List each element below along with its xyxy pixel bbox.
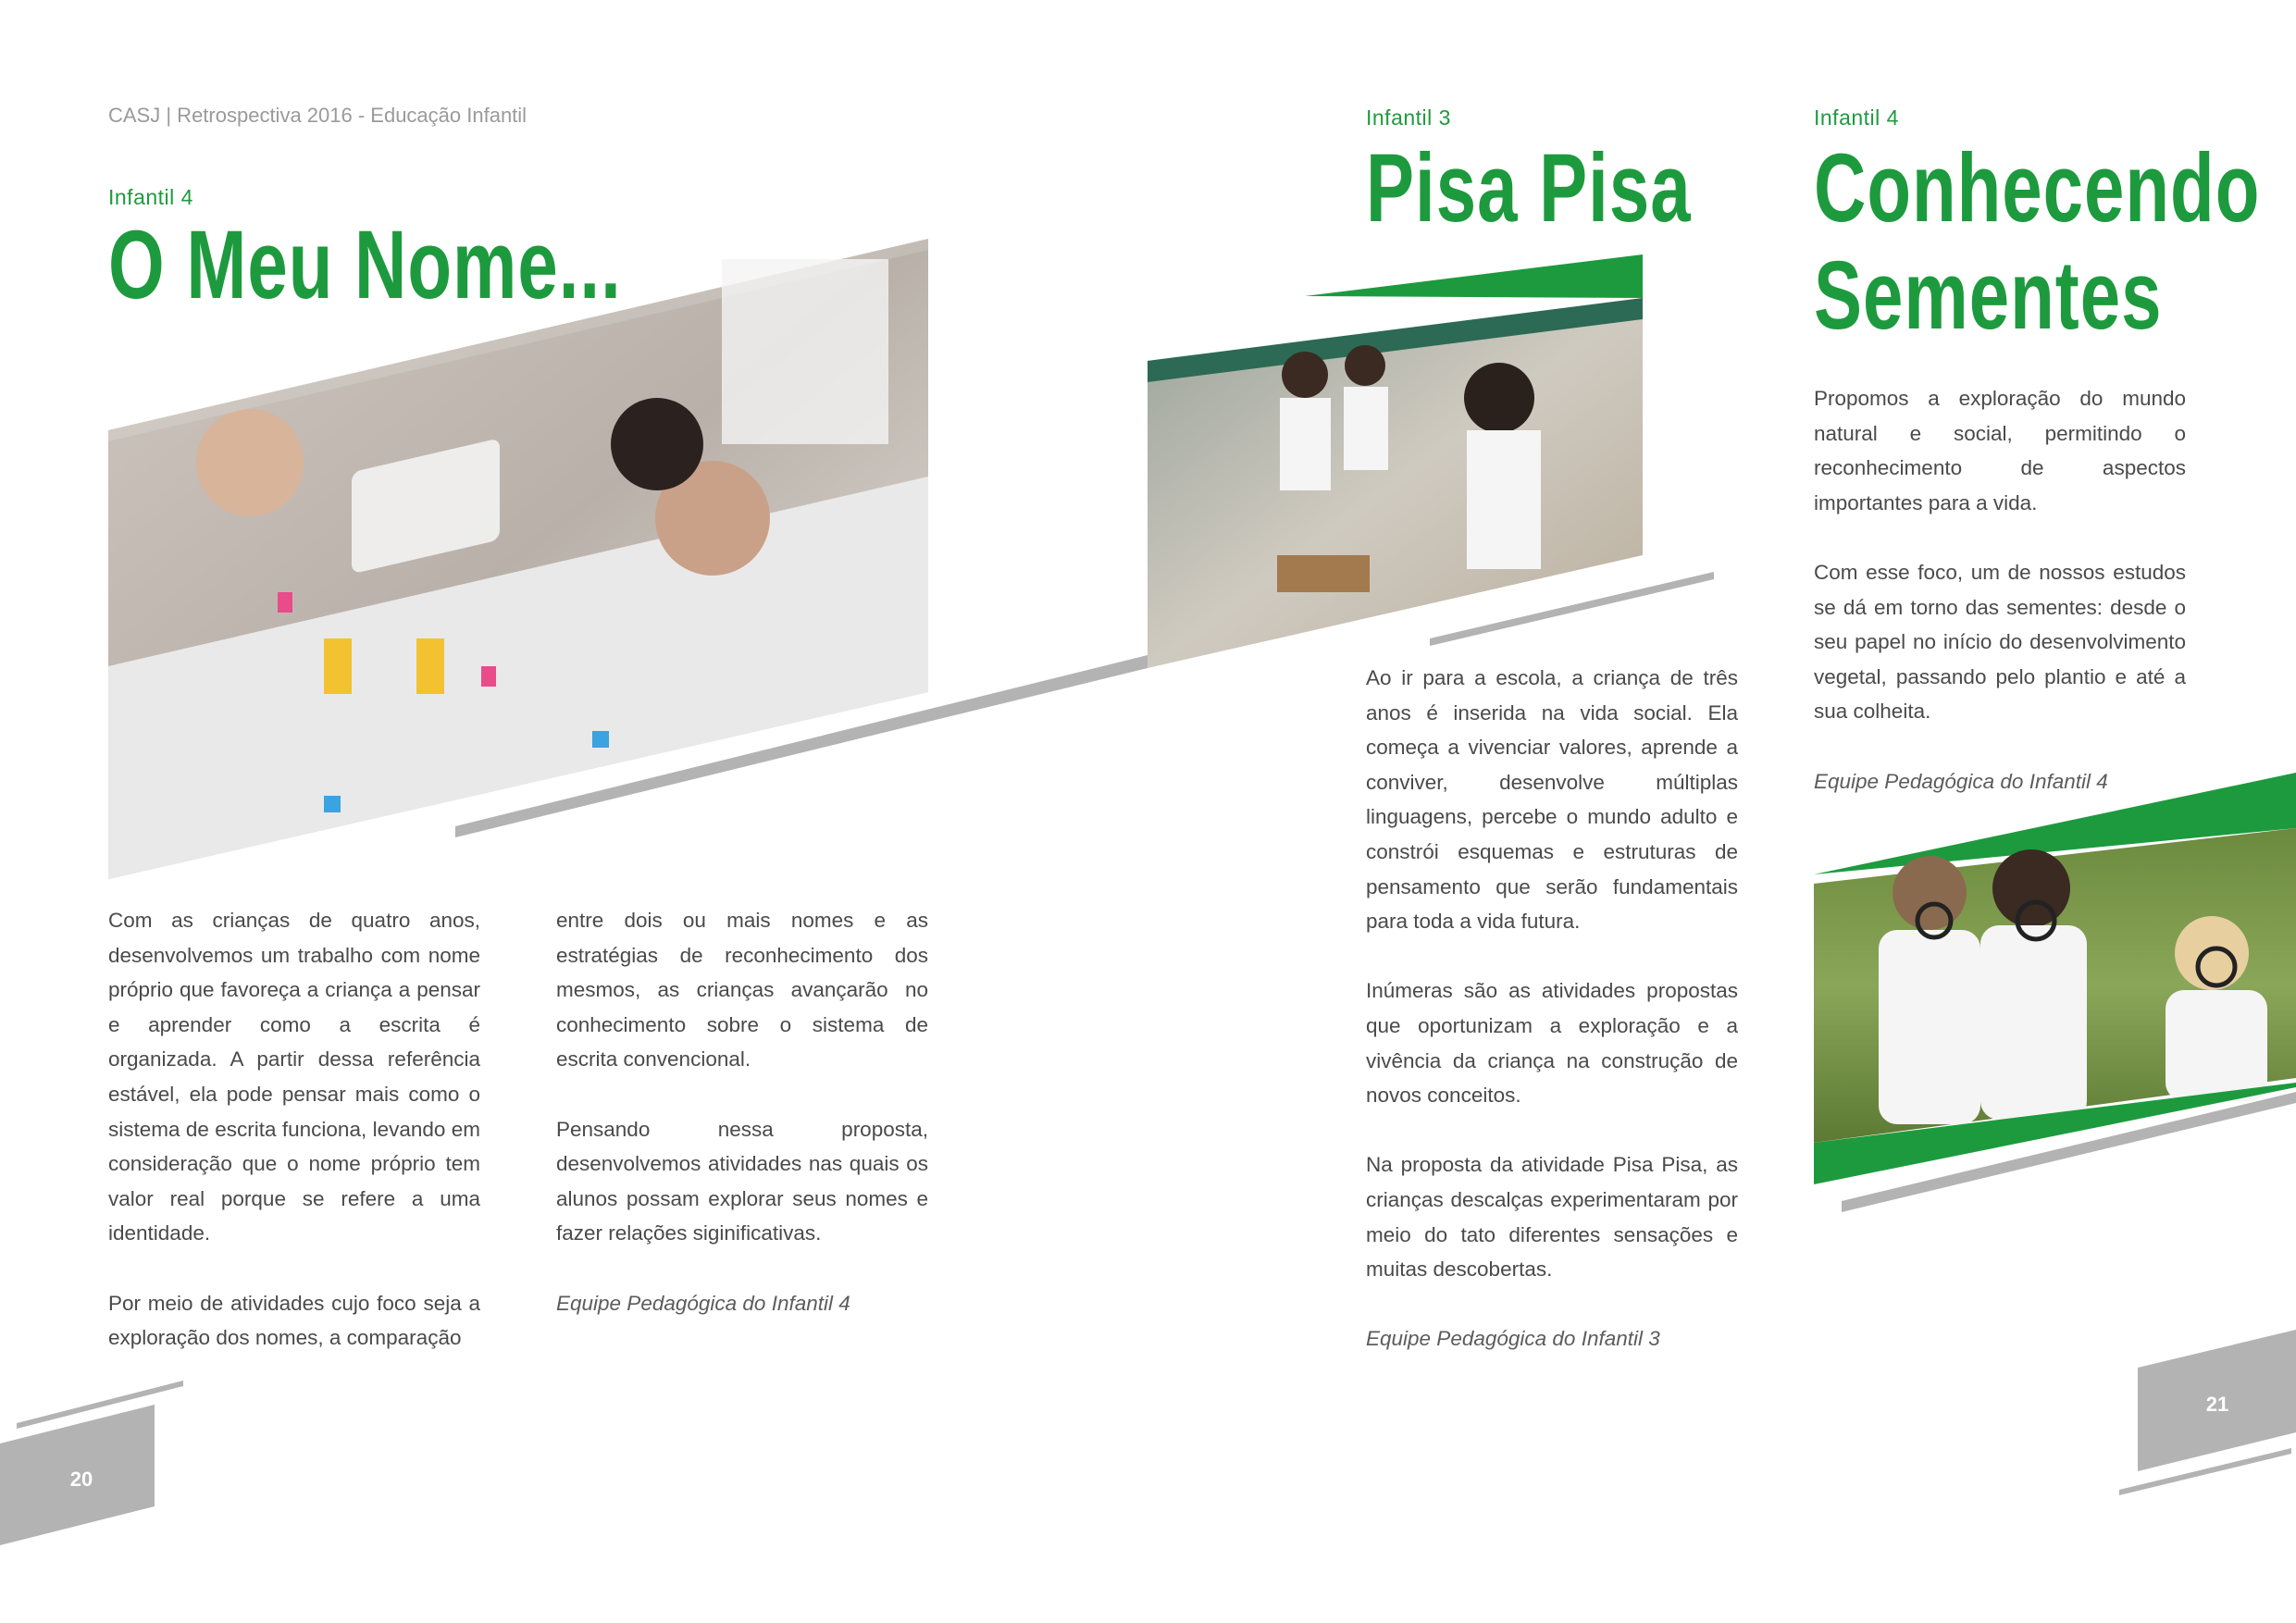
kicker-infantil-4: Infantil 4 — [1814, 105, 1899, 130]
paragraph: Por meio de atividades cujo foco seja a exploração dos nomes, a comparação — [108, 1291, 480, 1350]
text-column-2 — [556, 903, 928, 1356]
text-column-1 — [108, 903, 480, 1390]
paragraph: Na proposta da atividade Pisa Pisa, as crianças descalças experimentaram por meio do tato diferentes sensações e muitas descobertas. — [1366, 1153, 1738, 1282]
photo-name-activity — [108, 239, 928, 879]
text-column-3 — [1366, 661, 1738, 1391]
text-column-4 — [1814, 381, 2186, 834]
paragraph: Propomos a exploração do mundo natural e social, permitindo o reconhecimento de aspectos importantes para a vida. — [1814, 387, 2186, 514]
kicker-infantil-4: Infantil 4 — [108, 185, 193, 209]
signature: Equipe Pedagógica do Infantil 4 — [1814, 769, 2108, 793]
page-number: 21 — [2205, 1393, 2229, 1416]
green-accent — [1305, 254, 1643, 298]
paragraph: Com as crianças de quatro anos, desenvolvemos um trabalho com nome próprio que favoreça a criança a pensar e aprender como a escrita é organizada. A partir dessa referência estável, ela pode pensar mais como o sistema de escrita funciona, levando em consideração que o nome próprio tem valor real porque se refere a uma identidade. — [108, 909, 480, 1245]
section-title: Pisa Pisa — [1366, 132, 1692, 243]
paragraph: Inúmeras são as atividades propostas que oportunizam a exploração e a vivência da criança na construção de novos conceitos. — [1366, 979, 1738, 1108]
signature: Equipe Pedagógica do Infantil 4 — [556, 1291, 850, 1315]
signature: Equipe Pedagógica do Infantil 3 — [1366, 1327, 1660, 1351]
paragraph: entre dois ou mais nomes e as estratégias de reconhecimento dos mesmos, as crianças avançarão no conhecimento sobre o sistema de escrita convencional. — [556, 909, 928, 1072]
paragraph: Pensando nessa proposta, desenvolvemos atividades nas quais os alunos possam explorar seus nomes e fazer relações siginificativas. — [556, 1117, 928, 1245]
kicker-infantil-3: Infantil 3 — [1366, 105, 1451, 130]
section-title-line-2: Sementes — [1814, 240, 2163, 351]
section-title-line-1: Conhecendo — [1814, 132, 2261, 243]
page-title: O Meu Nome... — [108, 209, 622, 320]
paragraph: Ao ir para a escola, a criança de três anos é inserida na vida social. Ela começa a vivenciar valores, aprende a conviver, desenvolve múltiplas linguagens, percebe o mundo adulto e constrói esquemas e estruturas de pensamento que serão fundamentais para toda a vida futura. — [1366, 666, 1738, 934]
paragraph: Com esse foco, um de nossos estudos se dá em torno das sementes: desde o seu papel no início do desenvolvimento vegetal, passando pelo plantio e até a sua colheita. — [1814, 560, 2186, 724]
running-header: CASJ | Retrospectiva 2016 - Educação Infantil — [108, 104, 527, 127]
page-tab-20 — [0, 1381, 183, 1545]
page-number: 20 — [69, 1468, 93, 1491]
